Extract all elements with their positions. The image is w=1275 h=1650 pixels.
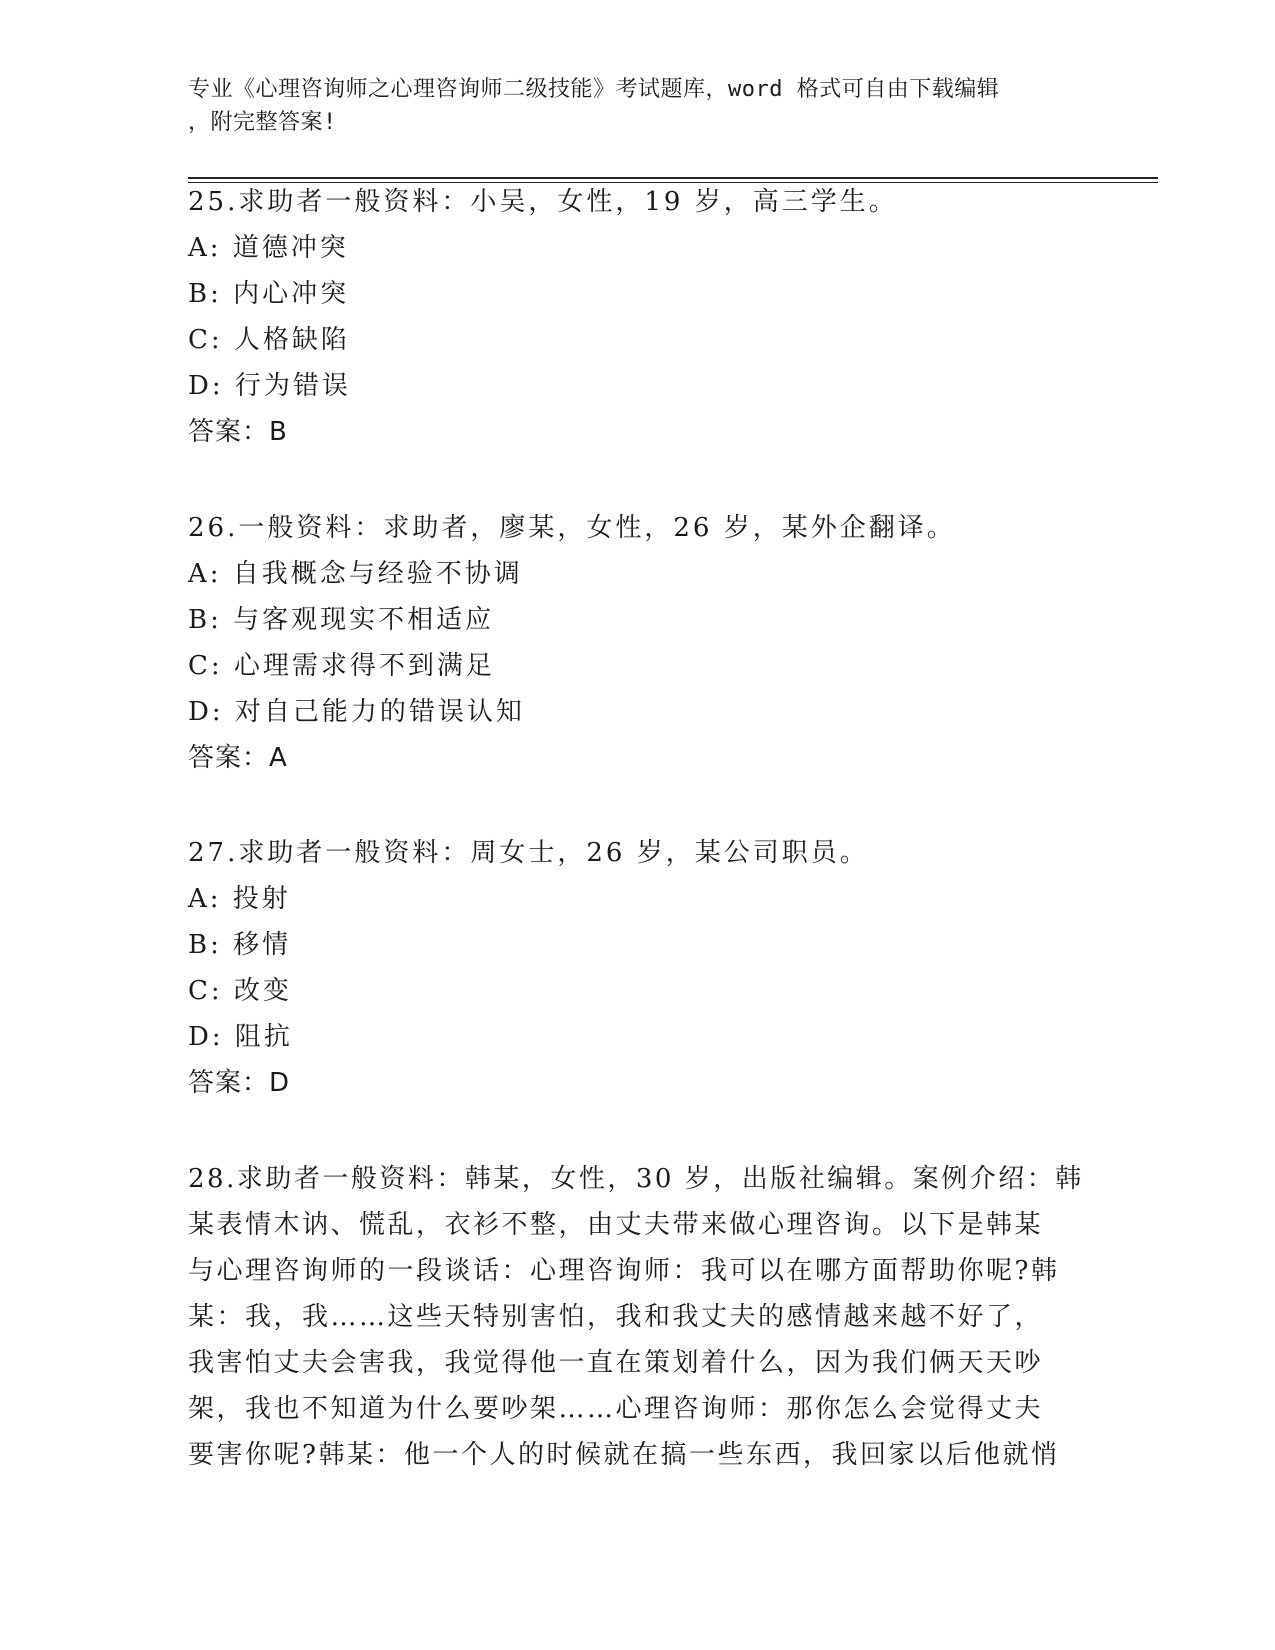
document-header [188,73,1088,139]
option-a: A: 投射 [188,884,291,914]
header-line-2: ，附完整答案! [188,110,337,135]
option-a: A: 道德冲突 [188,233,349,263]
question-text-line: 某表情木讷、慌乱，衣衫不整，由丈夫带来做心理咨询。以下是韩某 [188,1210,1044,1240]
question-25 [188,179,898,455]
question-stem: 27.求助者一般资料：周女士，26 岁，某公司职员。 [188,838,869,868]
option-b: B: 与客观现实不相适应 [188,605,495,635]
option-d: D: 行为错误 [188,371,351,401]
question-text-line: 要害你呢?韩某：他一个人的时候就在搞一些东西，我回家以后他就悄 [188,1440,1060,1470]
question-text-line: 我害怕丈夫会害我，我觉得他一直在策划着什么，因为我们俩天天吵 [188,1348,1044,1378]
answer-label: 答案：B [188,417,288,447]
question-text-line: 与心理咨询师的一段谈话：心理咨询师：我可以在哪方面帮助你呢?韩 [188,1256,1060,1286]
question-stem: 25.求助者一般资料：小吴，女性，19 岁，高三学生。 [188,187,898,217]
option-d: D: 阻抗 [188,1022,293,1052]
answer-label: 答案：D [188,1068,291,1098]
option-b: B: 移情 [188,930,292,960]
question-28 [188,1156,1088,1478]
question-text-line: 某：我，我……这些天特别害怕，我和我丈夫的感情越来越不好了， [188,1302,1044,1332]
option-c: C: 心理需求得不到满足 [188,651,495,681]
option-b: B: 内心冲突 [188,279,350,309]
option-d: D: 对自己能力的错误认知 [188,697,525,727]
option-c: C: 人格缺陷 [188,325,350,355]
question-text-line: 架，我也不知道为什么要吵架……心理咨询师：那你怎么会觉得丈夫 [188,1394,1044,1424]
header-line-1: 专业《心理咨询师之心理咨询师二级技能》考试题库，word 格式可自由下载编辑 [188,77,1000,102]
question-27 [188,830,869,1106]
answer-label: 答案：A [188,743,288,773]
question-text-line: 28.求助者一般资料：韩某，女性，30 岁，出版社编辑。案例介绍：韩 [188,1164,1084,1194]
option-a: A: 自我概念与经验不协调 [188,559,523,589]
question-stem: 26.一般资料：求助者，廖某，女性，26 岁，某外企翻译。 [188,513,956,543]
option-c: C: 改变 [188,976,292,1006]
question-26 [188,505,956,781]
